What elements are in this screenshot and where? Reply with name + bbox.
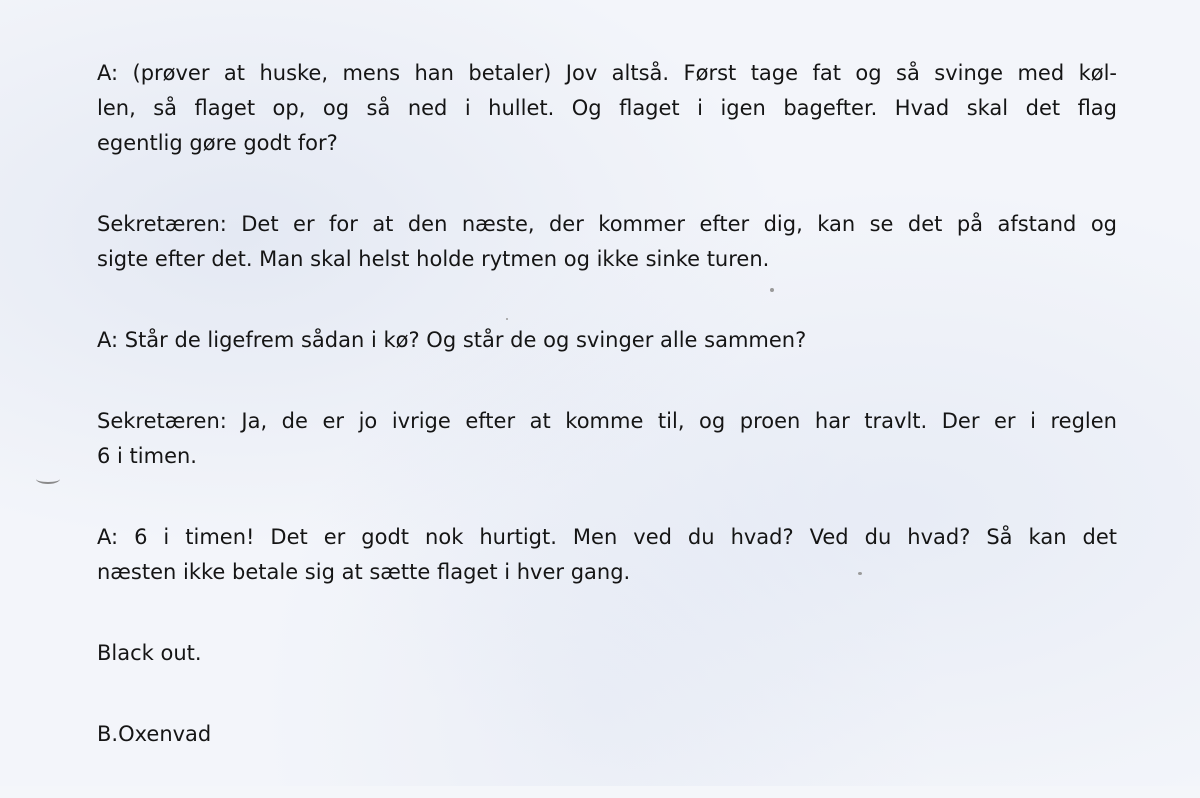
document-body (97, 56, 1117, 798)
text-line: 6 i timen. (97, 444, 197, 468)
paragraph-3 (97, 323, 1117, 358)
text-line: len, så flaget op, og så ned i hullet. Og flaget i igen bagefter. Hvad skal det flag (97, 96, 1117, 120)
text-line: B.Oxenvad (97, 722, 212, 746)
text-line: A: (prøver at huske, mens han betaler) Jov altså. Først tage fat og så svinge med køl- (97, 61, 1117, 85)
text-line: A: 6 i timen! Det er godt nok hurtigt. Men ved du hvad? Ved du hvad? Så kan det (97, 525, 1117, 549)
text-line: egentlig gøre godt for? (97, 131, 338, 155)
text-line: A: Står de ligefrem sådan i kø? Og står de og svinger alle sammen? (97, 328, 807, 352)
paragraph-5 (97, 520, 1117, 590)
paragraph-4 (97, 404, 1117, 474)
text-line: næsten ikke betale sig at sætte flaget i hver gang. (97, 560, 631, 584)
pen-mark (36, 474, 60, 484)
text-line: sigte efter det. Man skal helst holde rytmen og ikke sinke turen. (97, 247, 770, 271)
paragraph-1 (97, 56, 1117, 161)
signature (97, 717, 1117, 752)
paragraph-6 (97, 636, 1117, 671)
text-line: Black out. (97, 641, 202, 665)
text-line: Sekretæren: Det er for at den næste, der kommer efter dig, kan se det på afstand og (97, 212, 1117, 236)
text-line: Sekretæren: Ja, de er jo ivrige efter at komme til, og proen har travlt. Der er i reglen (97, 409, 1117, 433)
paragraph-2 (97, 207, 1117, 277)
